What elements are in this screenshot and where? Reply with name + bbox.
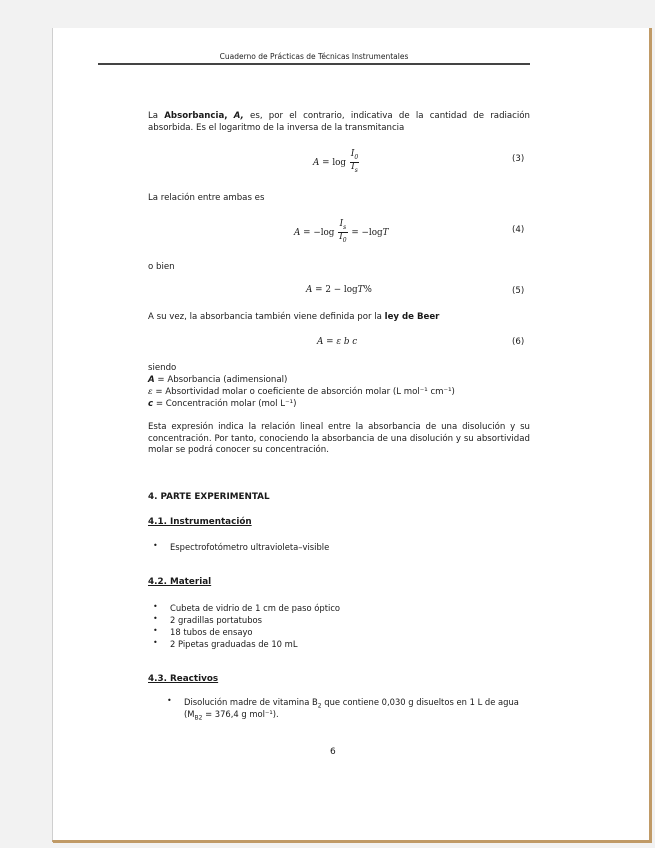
- bullet-icon: •: [153, 602, 158, 611]
- page-edge: [649, 28, 652, 840]
- bullet-icon: •: [153, 638, 158, 647]
- equation-4: A = −log $\frac{I_s}{I_0}$ = −logT: [294, 219, 389, 244]
- list-item: • Cubeta de vidrio de 1 cm de paso óptico: [153, 602, 341, 613]
- list-item: • 18 tubos de ensayo: [153, 626, 253, 637]
- header-rule: [98, 63, 530, 65]
- list-item: • Disolución madre de vitamina $B_2$ que contiene 0,030 g disueltos en 1 L de agua: [167, 696, 519, 710]
- relation-text: La relación entre ambas es: [148, 193, 265, 203]
- subsection-heading-material: 4.2. Material: [148, 577, 212, 587]
- equation-5: A = 2 − logT%: [306, 285, 372, 295]
- subsection-heading-instrumentacion: 4.1. Instrumentación: [148, 517, 252, 527]
- list-item: • 2 Pipetas graduadas de 10 mL: [153, 638, 298, 649]
- list-item-continuation: ($M_{B2} = 376,4$ g mol⁻¹).: [184, 709, 279, 722]
- section-heading-experimental: 4. PARTE EXPERIMENTAL: [148, 492, 270, 502]
- equation-3: A = log $\frac{I_0}{I_s}$: [313, 149, 359, 174]
- bullet-icon: •: [153, 626, 158, 635]
- page-edge: [53, 840, 652, 843]
- summary-paragraph: Esta expresión indica la relación lineal entre la absorbancia de una disolución y su concentración. Por tanto, conociendo la absorbancia de una disolución y su absortividad molar se podrá conocer su concentración.: [148, 422, 530, 456]
- siendo-text: siendo: [148, 363, 177, 373]
- definition-item: A = Absorbancia (adimensional): [148, 375, 288, 385]
- equation-6: A = ε b c: [317, 337, 358, 347]
- definition-item: c = Concentración molar (mol L⁻¹): [148, 399, 297, 409]
- bullet-icon: •: [153, 614, 158, 623]
- list-item: • 2 gradillas portatubos: [153, 614, 263, 625]
- equation-6-label: (6): [512, 337, 525, 347]
- beer-text: A su vez, la absorbancia también viene definida por la ley de Beer: [148, 312, 440, 322]
- intro-paragraph: La Absorbancia, A, es, por el contrario, indicativa de la cantidad de radiación absorbida. Es el logaritmo de la inversa de la transmitancia: [148, 111, 530, 133]
- running-header: Cuaderno de Prácticas de Técnicas Instrumentales: [219, 52, 409, 61]
- equation-5-label: (5): [512, 286, 525, 296]
- bullet-icon: •: [153, 541, 158, 550]
- equation-3-label: (3): [512, 154, 525, 164]
- subsection-heading-reactivos: 4.3. Reactivos: [148, 674, 219, 684]
- equation-4-label: (4): [512, 225, 525, 235]
- definition-item: ε = Absortividad molar o coeficiente de absorción molar (L mol⁻¹ cm⁻¹): [148, 387, 455, 397]
- list-item: • Espectrofotómetro ultravioleta–visible: [153, 541, 330, 552]
- bullet-icon: •: [167, 696, 172, 705]
- page-number: 6: [330, 747, 336, 757]
- obien-text: o bien: [148, 262, 175, 272]
